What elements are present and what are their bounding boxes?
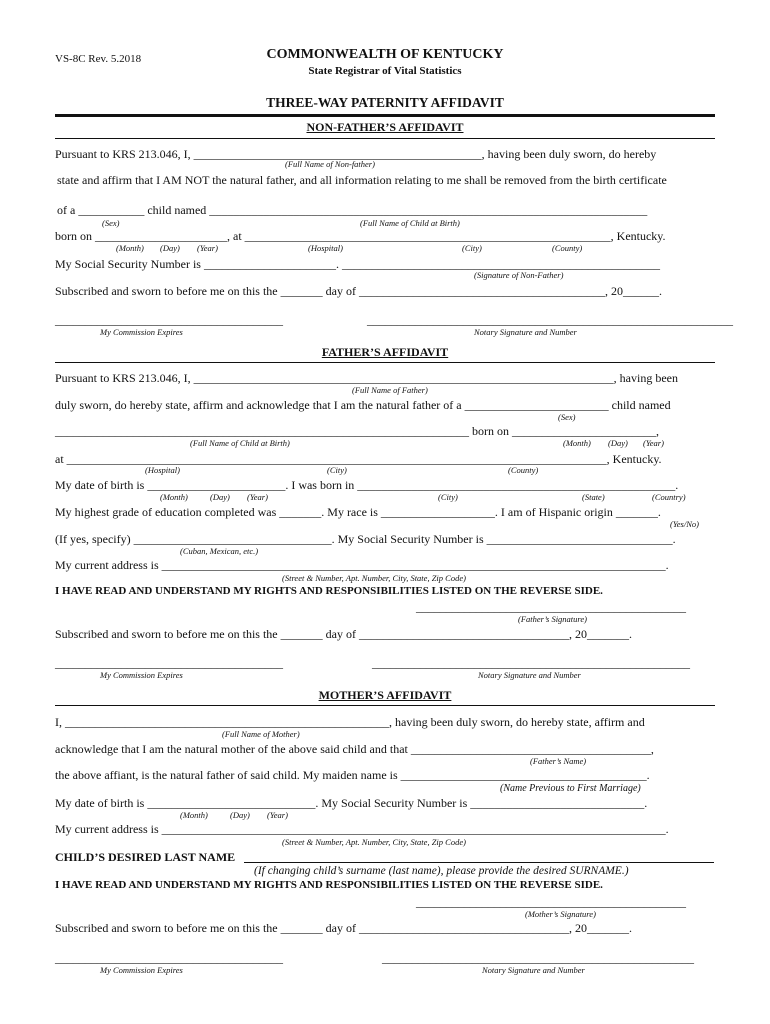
father-notary-line: _____________________________________________________: [372, 656, 690, 670]
nonfather-line-4: born on ______________________, at _____________________________________________________________, Kentucky.: [55, 229, 666, 243]
caption-mother-signature: (Mother’s Signature): [525, 909, 596, 919]
form-title: THREE-WAY PATERNITY AFFIDAVIT: [266, 95, 504, 110]
caption-month: (Month): [116, 243, 144, 253]
nonfather-heading: NON-FATHER’S AFFIDAVIT: [306, 120, 464, 134]
caption-father-name: (Full Name of Father): [352, 385, 428, 395]
nonfather-commission-line: ______________________________________: [55, 313, 283, 327]
caption-father-child: (Full Name of Child at Birth): [190, 438, 290, 448]
title-rule: [55, 114, 715, 117]
caption-maiden-name: (Name Previous to First Marriage): [500, 783, 641, 794]
mother-line-3: the above affiant, is the natural father of said child. My maiden name is _________________________________________.: [55, 768, 650, 782]
caption-father-commission: My Commission Expires: [100, 670, 183, 680]
nonfather-line-5: My Social Security Number is ______________________. _____________________________________________________: [55, 257, 660, 271]
father-line-2: duly sworn, do hereby state, affirm and acknowledge that I am the natural father of a ________________________ child named: [55, 398, 671, 412]
caption-notary: Notary Signature and Number: [474, 327, 577, 337]
caption-mother-commission: My Commission Expires: [100, 965, 183, 975]
form-id: VS-8C Rev. 5.2018: [55, 53, 142, 65]
caption-mother-year: (Year): [267, 810, 288, 820]
nonfather-notary-line: _____________________________________________________________: [367, 313, 733, 327]
caption-mother-day: (Day): [230, 810, 250, 820]
nonfather-line-3: of a ___________ child named _________________________________________________________________________: [57, 203, 648, 217]
caption-mother-month: (Month): [180, 810, 208, 820]
father-line-8: My current address is ____________________________________________________________________________________.: [55, 558, 669, 572]
father-line-4: at __________________________________________________________________________________________, Kentucky.: [55, 452, 662, 466]
caption-father-city: (City): [327, 465, 347, 475]
father-rights-statement: I HAVE READ AND UNDERSTAND MY RIGHTS AND RESPONSIBILITIES LISTED ON THE REVERSE SIDE.: [55, 585, 603, 597]
nonfather-line-1: Pursuant to KRS 213.046, I, ________________________________________________, having been duly sworn, do hereby: [55, 147, 657, 161]
mother-rule: [55, 705, 715, 706]
agency-title: COMMONWEALTH OF KENTUCKY: [266, 47, 504, 62]
caption-father-year: (Year): [643, 438, 664, 448]
caption-father-dob-year: (Year): [247, 492, 268, 502]
mother-line-6: Subscribed and sworn to before me on this the _______ day of ___________________________________, 20_______.: [55, 921, 632, 935]
surname-rule: [244, 862, 714, 863]
mother-line-5: My current address is ____________________________________________________________________________________.: [55, 822, 669, 836]
father-line-1: Pursuant to KRS 213.046, I, ______________________________________________________________________, having been: [55, 371, 678, 385]
mother-rights-statement: I HAVE READ AND UNDERSTAND MY RIGHTS AND RESPONSIBILITIES LISTED ON THE REVERSE SIDE.: [55, 879, 603, 891]
father-line-3: _____________________________________________________________________ born on ________________________,: [55, 424, 659, 438]
caption-father-country: (Country): [652, 492, 686, 502]
caption-father-notary: Notary Signature and Number: [478, 670, 581, 680]
caption-day: (Day): [160, 243, 180, 253]
caption-father-month: (Month): [563, 438, 591, 448]
nonfather-line-6: Subscribed and sworn to before me on this the _______ day of _________________________________________, 20______.: [55, 284, 662, 298]
caption-child-name: (Full Name of Child at Birth): [360, 218, 460, 228]
father-signature-line: _____________________________________________: [416, 600, 686, 614]
caption-hispanic-specify: (Cuban, Mexican, etc.): [180, 546, 259, 556]
caption-hospital: (Hospital): [308, 243, 343, 253]
caption-father-address: (Street & Number, Apt. Number, City, State, Zip Code): [282, 573, 466, 583]
caption-father-sex: (Sex): [558, 412, 576, 422]
father-rule: [55, 362, 715, 363]
caption-father-state: (State): [582, 492, 605, 502]
caption-sex: (Sex): [102, 218, 120, 228]
nonfather-rule: [55, 138, 715, 139]
father-line-7: (If yes, specify) _________________________________. My Social Security Number is _______________________________.: [55, 532, 676, 546]
surname-label: CHILD’S DESIRED LAST NAME: [55, 850, 236, 864]
mother-signature-line: _____________________________________________: [416, 895, 686, 909]
caption-mother-notary: Notary Signature and Number: [482, 965, 585, 975]
mother-commission-line: ______________________________________: [55, 951, 283, 965]
caption-county: (County): [552, 243, 583, 253]
caption-father-county: (County): [508, 465, 539, 475]
mother-heading: MOTHER’S AFFIDAVIT: [318, 688, 452, 702]
caption-father-dob-month: (Month): [160, 492, 188, 502]
mother-notary-line: ____________________________________________________: [382, 951, 694, 965]
caption-father-hospital: (Hospital): [145, 465, 180, 475]
caption-mother-name: (Full Name of Mother): [222, 729, 300, 739]
caption-yes-no: (Yes/No): [670, 519, 699, 529]
caption-nonfather-signature: (Signature of Non-Father): [474, 270, 564, 280]
caption-mother-address: (Street & Number, Apt. Number, City, State, Zip Code): [282, 837, 466, 847]
father-commission-line: ______________________________________: [55, 656, 283, 670]
caption-nonfather-name: (Full Name of Non-father): [285, 159, 375, 169]
mother-line-2: acknowledge that I am the natural mother of the above said child and that ________________________________________,: [55, 742, 654, 756]
sub-agency: State Registrar of Vital Statistics: [308, 65, 462, 77]
father-line-9: Subscribed and sworn to before me on this the _______ day of ___________________________________, 20_______.: [55, 627, 632, 641]
caption-year: (Year): [197, 243, 218, 253]
caption-city: (City): [462, 243, 482, 253]
father-heading: FATHER’S AFFIDAVIT: [321, 345, 449, 359]
mother-line-4: My date of birth is ____________________________. My Social Security Number is _____________________________.: [55, 796, 648, 810]
caption-commission: My Commission Expires: [100, 327, 183, 337]
caption-father-birth-city: (City): [438, 492, 458, 502]
caption-father-day: (Day): [608, 438, 628, 448]
father-line-5: My date of birth is _______________________. I was born in _____________________________________________________.: [55, 478, 679, 492]
caption-father-name-m: (Father’s Name): [530, 756, 587, 766]
mother-line-1: I, ______________________________________________________, having been duly sworn, do hereby state, affirm and: [55, 715, 645, 729]
caption-father-dob-day: (Day): [210, 492, 230, 502]
surname-note: (If changing child’s surname (last name), please provide the desired SURNAME.): [254, 865, 629, 877]
caption-father-signature: (Father’s Signature): [518, 614, 588, 624]
nonfather-line-2: state and affirm that I AM NOT the natural father, and all information relating to me shall be removed from the birth certificate: [57, 173, 667, 187]
father-line-6: My highest grade of education completed was _______. My race is ___________________. I am of Hispanic origin _______.: [55, 505, 661, 519]
